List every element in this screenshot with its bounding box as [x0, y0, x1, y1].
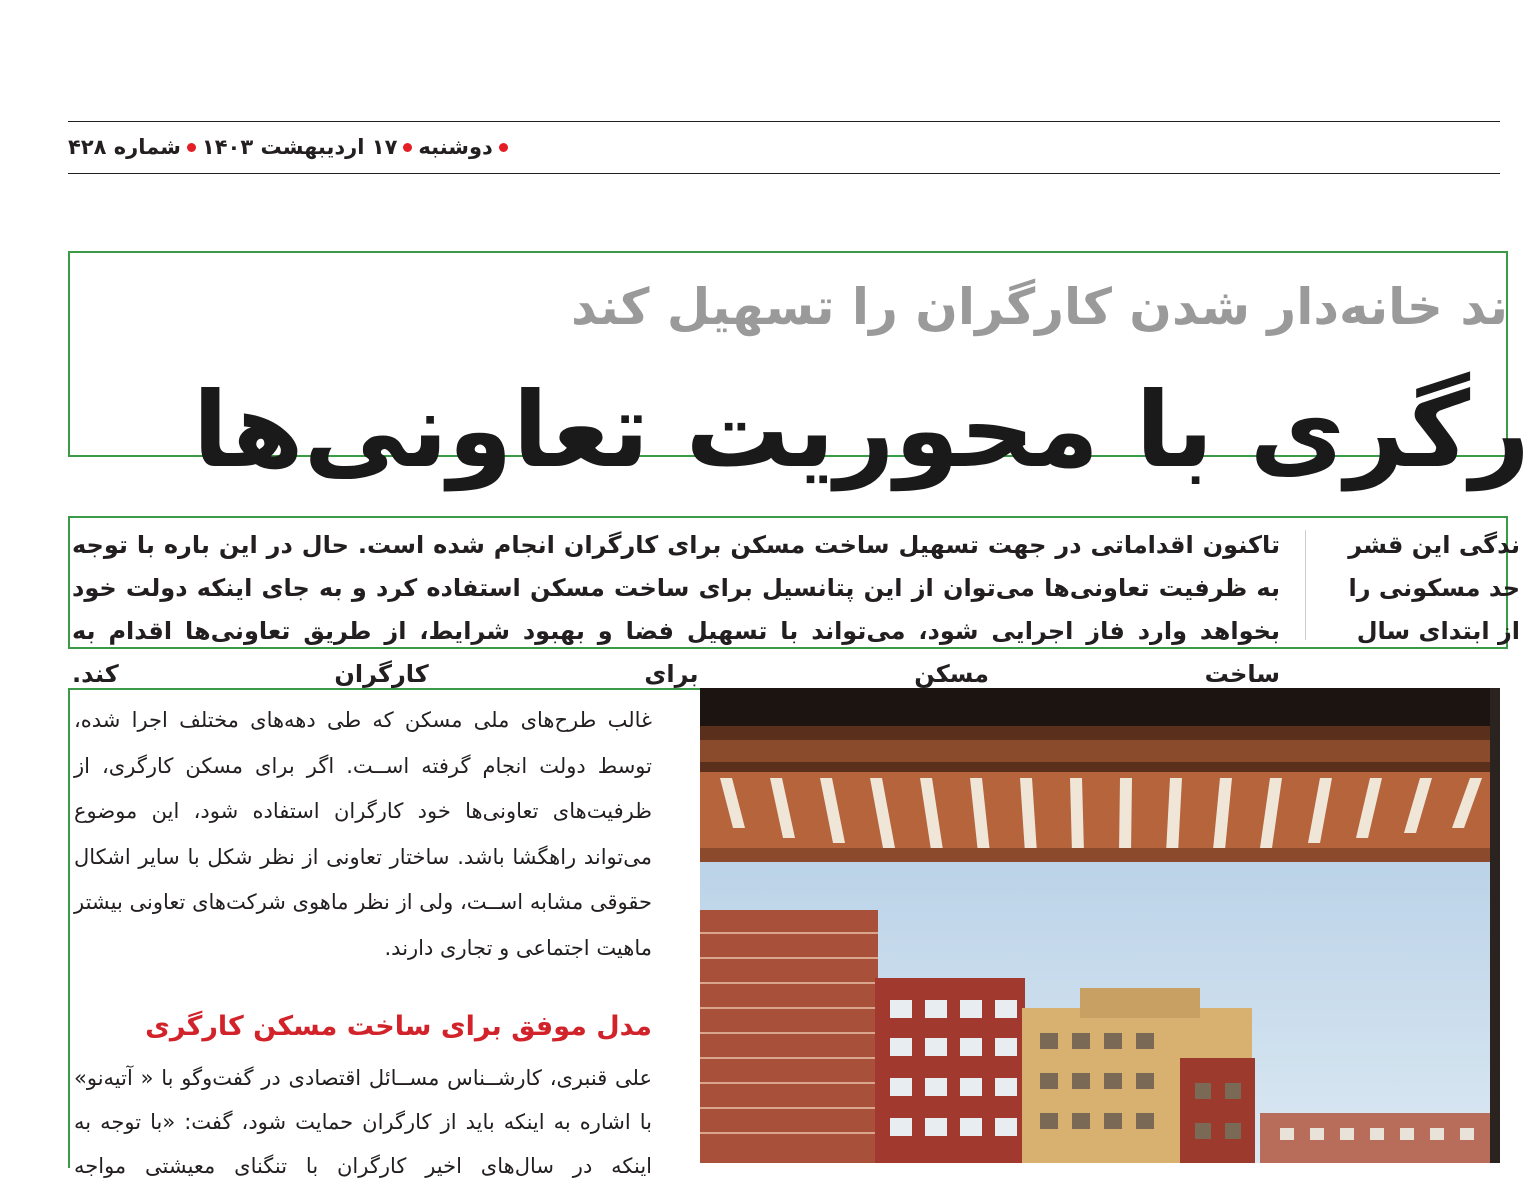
apartment-buildings-photo — [700, 688, 1500, 1163]
lead-paragraph: تاکنون اقداماتی در جهت تسهیل ساخت مسکن برای کارگران انجام شده است. حال در این باره با توجه به ظرفیت تعاونی‌ها می‌توان از این پتانسیل برای ساخت مسکن استفاده کرد و به جای اینکه دولت خود بخواهد وارد فاز اجرایی شود، می‌تواند با تسهیل فضا و بهبود شرایط، از طریق تعاونی‌ها اقدام به ساخت مسکن برای کارگران کند. — [72, 531, 1280, 688]
lead-side-line: ندگی این قشر — [1348, 531, 1520, 559]
headline-title: رگری با محوریت تعاونی‌ها — [192, 369, 1530, 491]
body-paragraph-2-text: علی قنبری، کارشــناس مســائل اقتصادی در گفت‌وگو با « آتیه‌نو» با اشاره به اینکه باید از کارگران حمایت شود، گفت: «با توجه به اینکه در سال‌های اخیر کارگران با تنگنای معیشتی مواجه — [74, 1066, 652, 1178]
body-paragraph-2 — [74, 1056, 652, 1188]
header-rule-bottom — [68, 173, 1500, 174]
dateline — [68, 132, 528, 162]
lead-side-line: از ابتدای سال — [1356, 617, 1520, 645]
column-divider — [1305, 530, 1306, 640]
lead-side-column — [1330, 524, 1520, 648]
lead-side-line: حد مسکونی را — [1348, 574, 1520, 602]
body-paragraph-1: غالب طرح‌های ملی مسکن که طی دهه‌های مختلف اجرا شده، توسط دولت انجام گرفته اســت. اگر برای مسکن کارگری، از ظرفیت‌های تعاونی‌ها خود کارگران استفاده شود، این موضوع می‌تواند راهگشا باشد. ساختار تعاونی از نظر شکل با سایر اشکال حقوقی مشابه اســت، ولی از نظر ماهوی شرکت‌های تعاونی بیشتر ماهیت اجتماعی و تجاری دارند. — [74, 708, 652, 960]
body-subheading: مدل موفق برای ساخت مسکن کارگری — [145, 1011, 652, 1042]
bullet-icon — [187, 143, 196, 152]
photo-illustration — [700, 688, 1500, 1163]
header-rule-top — [68, 121, 1500, 122]
dateline-date: ۱۷ اردیبهشت ۱۴۰۳ — [201, 135, 398, 159]
bullet-icon — [403, 143, 412, 152]
headline-kicker: ند خانه‌دار شدن کارگران را تسهیل کند — [571, 278, 1508, 336]
bullet-icon — [499, 143, 508, 152]
dateline-issue: شماره ۴۲۸ — [68, 135, 181, 159]
dateline-day: دوشنبه — [418, 135, 493, 159]
